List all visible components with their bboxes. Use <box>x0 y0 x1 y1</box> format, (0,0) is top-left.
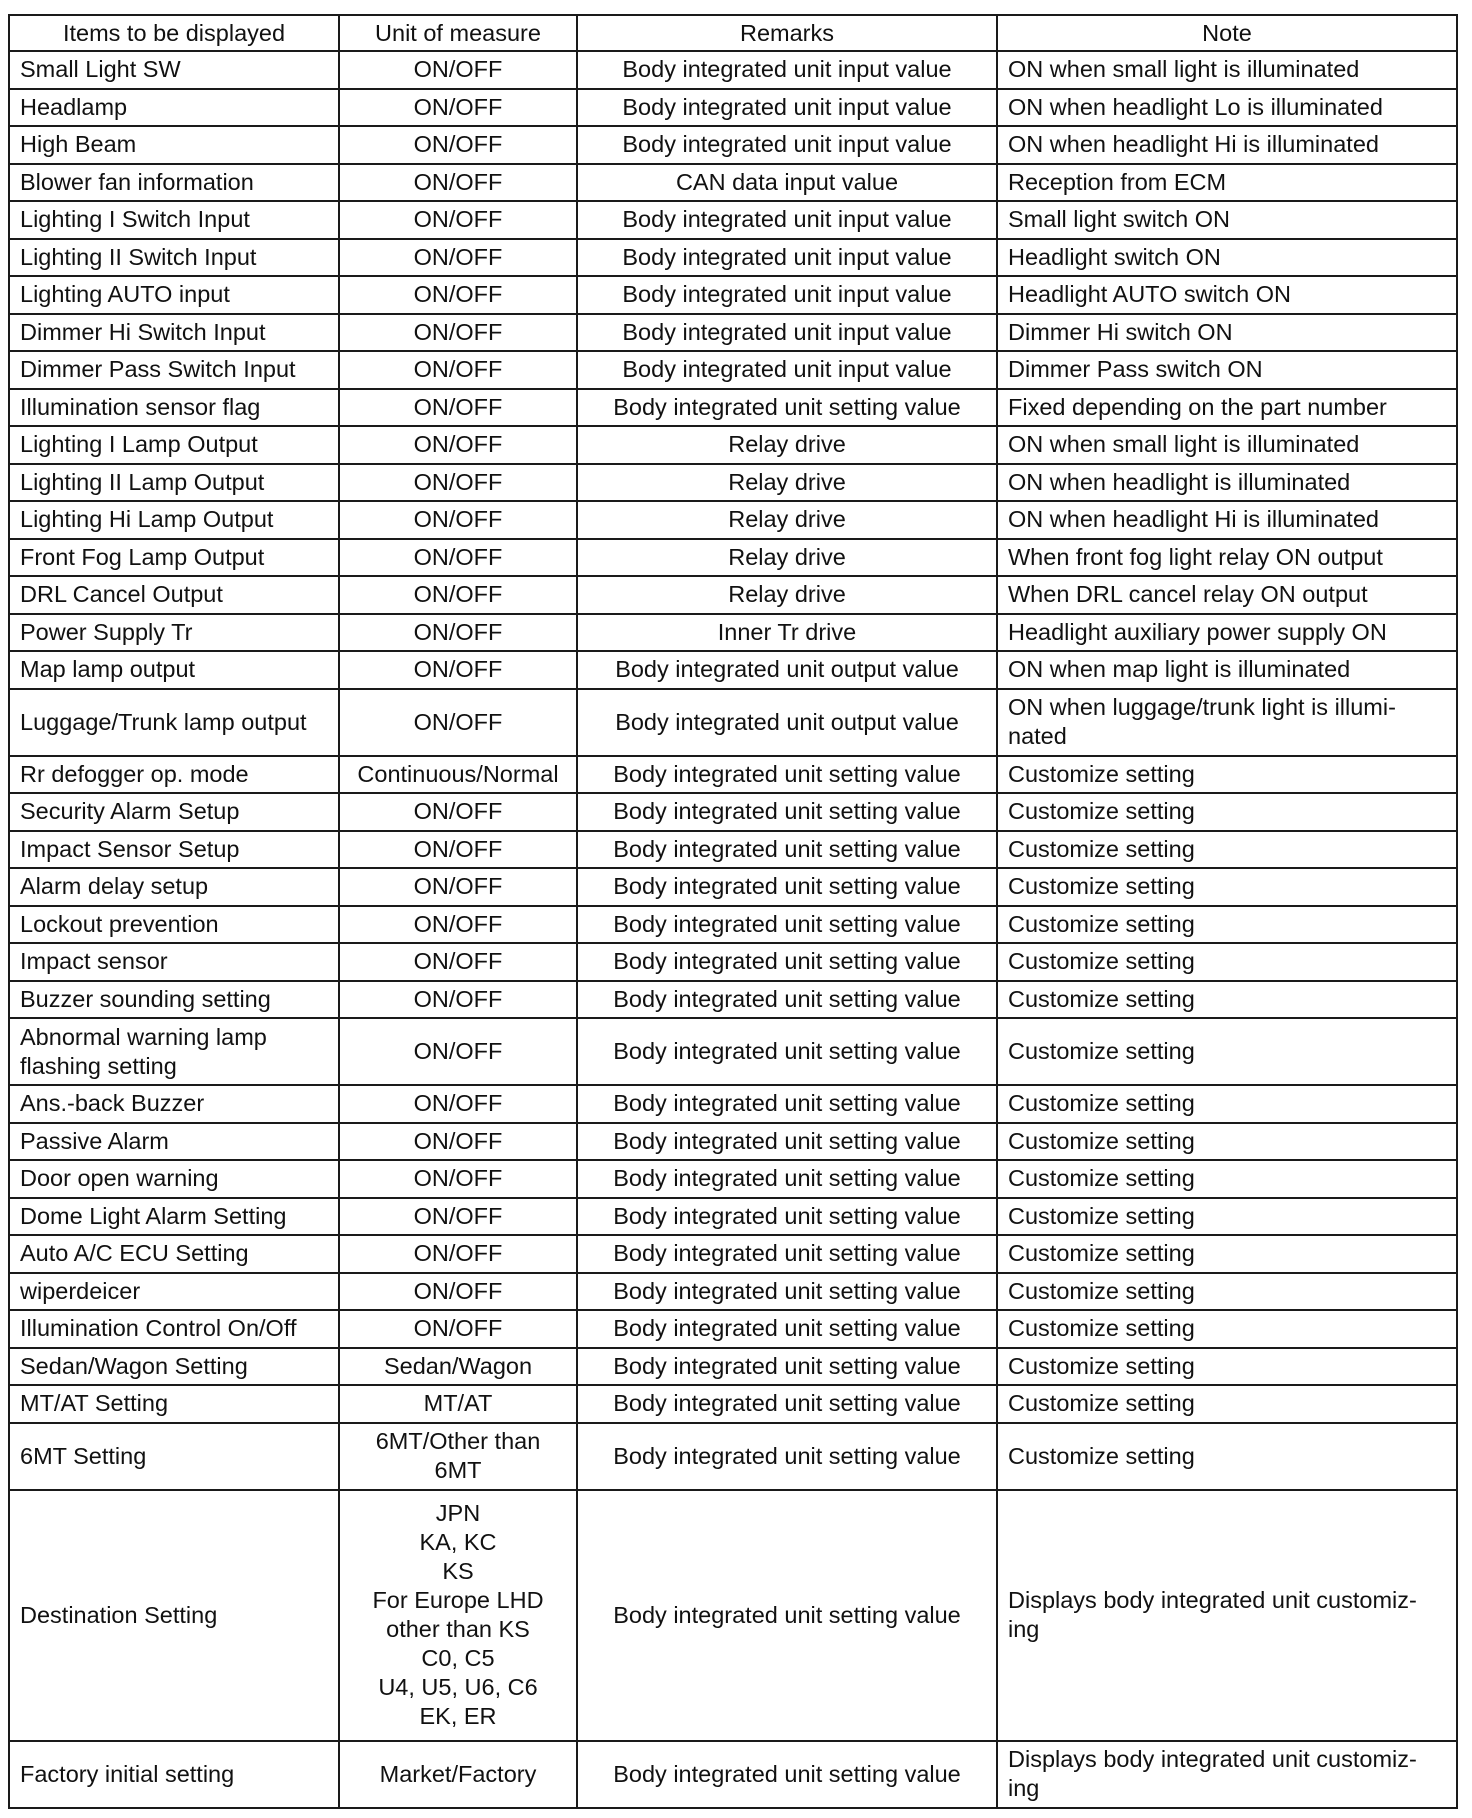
note-cell: Customize setting <box>997 1385 1457 1423</box>
unit-cell <box>339 1423 577 1490</box>
remarks-cell: Body integrated unit setting value <box>577 943 997 981</box>
cell-line: KS <box>442 1558 474 1584</box>
table-row <box>9 1310 1457 1348</box>
remarks-cell: Body integrated unit setting value <box>577 1490 997 1741</box>
table-row <box>9 426 1457 464</box>
note-cell: Customize setting <box>997 1423 1457 1490</box>
note-cell: Customize setting <box>997 906 1457 944</box>
note-cell: Customize setting <box>997 793 1457 831</box>
cell-line: C0, C5 <box>421 1645 495 1671</box>
note-cell: Customize setting <box>997 1085 1457 1123</box>
unit-cell: ON/OFF <box>339 276 577 314</box>
unit-cell: ON/OFF <box>339 1085 577 1123</box>
unit-cell: ON/OFF <box>339 164 577 202</box>
table-row <box>9 1018 1457 1085</box>
table-row <box>9 576 1457 614</box>
item-cell: Factory initial setting <box>9 1741 339 1808</box>
item-cell <box>9 1018 339 1085</box>
item-cell: Lighting II Lamp Output <box>9 464 339 502</box>
cell-line: ing <box>1008 1616 1040 1642</box>
item-cell: Lighting I Switch Input <box>9 201 339 239</box>
note-cell: When DRL cancel relay ON output <box>997 576 1457 614</box>
cell-line: U4, U5, U6, C6 <box>378 1674 538 1700</box>
note-cell: Customize setting <box>997 1235 1457 1273</box>
table-row <box>9 756 1457 794</box>
table-row <box>9 239 1457 277</box>
table-row <box>9 868 1457 906</box>
table-row <box>9 464 1457 502</box>
unit-cell: ON/OFF <box>339 1273 577 1311</box>
item-cell: Lockout prevention <box>9 906 339 944</box>
remarks-cell: Body integrated unit setting value <box>577 793 997 831</box>
item-cell: Impact Sensor Setup <box>9 831 339 869</box>
table-row <box>9 1490 1457 1741</box>
table-row <box>9 89 1457 127</box>
remarks-cell: Body integrated unit setting value <box>577 1235 997 1273</box>
unit-cell: ON/OFF <box>339 1123 577 1161</box>
unit-cell: ON/OFF <box>339 351 577 389</box>
unit-cell: ON/OFF <box>339 539 577 577</box>
remarks-cell: Body integrated unit setting value <box>577 1123 997 1161</box>
item-cell: Illumination Control On/Off <box>9 1310 339 1348</box>
table-row <box>9 351 1457 389</box>
item-cell: Headlamp <box>9 89 339 127</box>
remarks-cell: Body integrated unit setting value <box>577 868 997 906</box>
note-cell: Customize setting <box>997 1123 1457 1161</box>
item-cell: Passive Alarm <box>9 1123 339 1161</box>
item-cell: Blower fan information <box>9 164 339 202</box>
note-cell: Customize setting <box>997 756 1457 794</box>
unit-cell: ON/OFF <box>339 1198 577 1236</box>
table-row <box>9 1741 1457 1808</box>
item-cell: wiperdeicer <box>9 1273 339 1311</box>
table-row <box>9 126 1457 164</box>
cell-line: ing <box>1008 1775 1040 1801</box>
remarks-cell: Body integrated unit setting value <box>577 1273 997 1311</box>
table-row <box>9 314 1457 352</box>
unit-cell: ON/OFF <box>339 981 577 1019</box>
remarks-cell: Body integrated unit output value <box>577 689 997 756</box>
item-cell: Dome Light Alarm Setting <box>9 1198 339 1236</box>
header-note: Note <box>997 15 1457 51</box>
table-row <box>9 1123 1457 1161</box>
remarks-cell: Body integrated unit setting value <box>577 906 997 944</box>
unit-cell: ON/OFF <box>339 464 577 502</box>
unit-cell: ON/OFF <box>339 576 577 614</box>
table-row <box>9 1385 1457 1423</box>
header-items: Items to be displayed <box>9 15 339 51</box>
cell-line: KA, KC <box>419 1529 497 1555</box>
note-cell: Customize setting <box>997 1273 1457 1311</box>
cell-line: Abnormal warning lamp <box>20 1023 267 1050</box>
item-cell: Destination Setting <box>9 1490 339 1741</box>
item-cell: DRL Cancel Output <box>9 576 339 614</box>
unit-cell: ON/OFF <box>339 389 577 427</box>
remarks-cell: Body integrated unit setting value <box>577 981 997 1019</box>
unit-cell: ON/OFF <box>339 793 577 831</box>
table-body <box>9 51 1457 1808</box>
cell-line: 6MT/Other than <box>375 1428 541 1454</box>
unit-cell: ON/OFF <box>339 906 577 944</box>
note-cell: Headlight switch ON <box>997 239 1457 277</box>
note-cell: Dimmer Pass switch ON <box>997 351 1457 389</box>
remarks-cell: Body integrated unit setting value <box>577 1160 997 1198</box>
note-cell: ON when headlight Lo is illuminated <box>997 89 1457 127</box>
note-cell: Reception from ECM <box>997 164 1457 202</box>
remarks-cell: Body integrated unit setting value <box>577 831 997 869</box>
note-cell: Customize setting <box>997 1018 1457 1085</box>
table-row <box>9 51 1457 89</box>
remarks-cell: Body integrated unit input value <box>577 351 997 389</box>
remarks-cell: Body integrated unit input value <box>577 276 997 314</box>
table-row <box>9 981 1457 1019</box>
note-cell: Headlight auxiliary power supply ON <box>997 614 1457 652</box>
header-row <box>9 15 1457 51</box>
item-cell: Power Supply Tr <box>9 614 339 652</box>
note-cell: Customize setting <box>997 981 1457 1019</box>
note-cell: Customize setting <box>997 868 1457 906</box>
note-cell: Customize setting <box>997 1310 1457 1348</box>
item-cell: Lighting Hi Lamp Output <box>9 501 339 539</box>
remarks-cell: Body integrated unit input value <box>577 126 997 164</box>
note-cell: Small light switch ON <box>997 201 1457 239</box>
table-row <box>9 651 1457 689</box>
note-cell: Fixed depending on the part number <box>997 389 1457 427</box>
table-row <box>9 831 1457 869</box>
cell-line: 6MT <box>434 1457 482 1483</box>
remarks-cell: Body integrated unit setting value <box>577 756 997 794</box>
note-cell: When front fog light relay ON output <box>997 539 1457 577</box>
unit-cell: Sedan/Wagon <box>339 1348 577 1386</box>
item-cell: Buzzer sounding setting <box>9 981 339 1019</box>
table-row <box>9 1198 1457 1236</box>
header-unit: Unit of measure <box>339 15 577 51</box>
table-row <box>9 1085 1457 1123</box>
remarks-cell: Relay drive <box>577 576 997 614</box>
unit-cell: ON/OFF <box>339 51 577 89</box>
note-cell: ON when small light is illuminated <box>997 51 1457 89</box>
item-cell: Rr defogger op. mode <box>9 756 339 794</box>
table-row <box>9 1273 1457 1311</box>
remarks-cell: Body integrated unit setting value <box>577 1348 997 1386</box>
remarks-cell: Relay drive <box>577 539 997 577</box>
cell-line: flashing setting <box>20 1052 177 1079</box>
table-row <box>9 943 1457 981</box>
unit-cell: ON/OFF <box>339 89 577 127</box>
unit-cell: ON/OFF <box>339 614 577 652</box>
table-row <box>9 1423 1457 1490</box>
item-cell: Illumination sensor flag <box>9 389 339 427</box>
remarks-cell: Body integrated unit output value <box>577 651 997 689</box>
unit-cell: ON/OFF <box>339 1018 577 1085</box>
remarks-cell: Relay drive <box>577 464 997 502</box>
note-cell: Customize setting <box>997 943 1457 981</box>
note-cell: Customize setting <box>997 1348 1457 1386</box>
unit-cell: ON/OFF <box>339 831 577 869</box>
item-cell: Map lamp output <box>9 651 339 689</box>
cell-line: nated <box>1008 723 1067 749</box>
item-cell: Impact sensor <box>9 943 339 981</box>
note-cell: Customize setting <box>997 1160 1457 1198</box>
table-row <box>9 539 1457 577</box>
unit-cell: ON/OFF <box>339 1235 577 1273</box>
note-cell <box>997 1490 1457 1741</box>
remarks-cell: Body integrated unit input value <box>577 201 997 239</box>
unit-cell: ON/OFF <box>339 943 577 981</box>
unit-cell: ON/OFF <box>339 314 577 352</box>
item-cell: MT/AT Setting <box>9 1385 339 1423</box>
item-cell: Dimmer Pass Switch Input <box>9 351 339 389</box>
unit-cell: ON/OFF <box>339 1160 577 1198</box>
cell-line: EK, ER <box>419 1703 497 1729</box>
remarks-cell: Relay drive <box>577 426 997 464</box>
unit-cell: Continuous/Normal <box>339 756 577 794</box>
note-cell: ON when headlight is illuminated <box>997 464 1457 502</box>
remarks-cell: Body integrated unit setting value <box>577 1198 997 1236</box>
unit-cell <box>339 1490 577 1741</box>
cell-line: For Europe LHD <box>372 1587 544 1613</box>
remarks-cell: Relay drive <box>577 501 997 539</box>
note-cell: Customize setting <box>997 1198 1457 1236</box>
unit-cell: ON/OFF <box>339 651 577 689</box>
table-row <box>9 689 1457 756</box>
note-cell: Customize setting <box>997 831 1457 869</box>
item-cell: Door open warning <box>9 1160 339 1198</box>
cell-line: JPN <box>435 1500 481 1526</box>
unit-cell: Market/Factory <box>339 1741 577 1808</box>
note-cell: ON when map light is illuminated <box>997 651 1457 689</box>
table-row <box>9 793 1457 831</box>
cell-line: other than KS <box>386 1616 530 1642</box>
item-cell: Ans.-back Buzzer <box>9 1085 339 1123</box>
note-cell: Headlight AUTO switch ON <box>997 276 1457 314</box>
unit-cell: ON/OFF <box>339 239 577 277</box>
remarks-cell: Body integrated unit input value <box>577 239 997 277</box>
note-cell <box>997 689 1457 756</box>
item-cell: Small Light SW <box>9 51 339 89</box>
unit-cell: ON/OFF <box>339 1310 577 1348</box>
cell-line: ON when luggage/trunk light is illumi- <box>1008 694 1396 720</box>
remarks-cell: Body integrated unit setting value <box>577 1385 997 1423</box>
item-cell: Auto A/C ECU Setting <box>9 1235 339 1273</box>
item-cell: Lighting II Switch Input <box>9 239 339 277</box>
item-cell: Lighting I Lamp Output <box>9 426 339 464</box>
table-row <box>9 201 1457 239</box>
table-row <box>9 906 1457 944</box>
item-cell: Dimmer Hi Switch Input <box>9 314 339 352</box>
item-cell: Luggage/Trunk lamp output <box>9 689 339 756</box>
table-row <box>9 614 1457 652</box>
table-row <box>9 1160 1457 1198</box>
remarks-cell: Body integrated unit setting value <box>577 1741 997 1808</box>
unit-cell: ON/OFF <box>339 689 577 756</box>
item-cell: Front Fog Lamp Output <box>9 539 339 577</box>
item-cell: Lighting AUTO input <box>9 276 339 314</box>
unit-cell: ON/OFF <box>339 501 577 539</box>
remarks-cell: Inner Tr drive <box>577 614 997 652</box>
unit-cell: ON/OFF <box>339 426 577 464</box>
remarks-cell: Body integrated unit input value <box>577 314 997 352</box>
remarks-cell: Body integrated unit setting value <box>577 389 997 427</box>
table-row <box>9 501 1457 539</box>
cell-line: Displays body integrated unit customiz- <box>1008 1746 1417 1772</box>
note-cell: ON when small light is illuminated <box>997 426 1457 464</box>
item-cell: Security Alarm Setup <box>9 793 339 831</box>
unit-cell: ON/OFF <box>339 126 577 164</box>
table-row <box>9 389 1457 427</box>
note-cell: ON when headlight Hi is illuminated <box>997 501 1457 539</box>
remarks-cell: Body integrated unit input value <box>577 51 997 89</box>
header-remarks: Remarks <box>577 15 997 51</box>
remarks-cell: Body integrated unit setting value <box>577 1085 997 1123</box>
unit-cell: MT/AT <box>339 1385 577 1423</box>
item-cell: Sedan/Wagon Setting <box>9 1348 339 1386</box>
remarks-cell: CAN data input value <box>577 164 997 202</box>
remarks-cell: Body integrated unit setting value <box>577 1018 997 1085</box>
item-cell: High Beam <box>9 126 339 164</box>
table-row <box>9 164 1457 202</box>
remarks-cell: Body integrated unit setting value <box>577 1423 997 1490</box>
unit-cell: ON/OFF <box>339 201 577 239</box>
note-cell: Dimmer Hi switch ON <box>997 314 1457 352</box>
cell-line: Displays body integrated unit customiz- <box>1008 1587 1417 1613</box>
table-row <box>9 1348 1457 1386</box>
note-cell: ON when headlight Hi is illuminated <box>997 126 1457 164</box>
unit-cell: ON/OFF <box>339 868 577 906</box>
remarks-cell: Body integrated unit setting value <box>577 1310 997 1348</box>
table-row <box>9 1235 1457 1273</box>
item-cell: 6MT Setting <box>9 1423 339 1490</box>
table-row <box>9 276 1457 314</box>
remarks-cell: Body integrated unit input value <box>577 89 997 127</box>
data-monitor-table <box>8 14 1458 1809</box>
item-cell: Alarm delay setup <box>9 868 339 906</box>
note-cell <box>997 1741 1457 1808</box>
